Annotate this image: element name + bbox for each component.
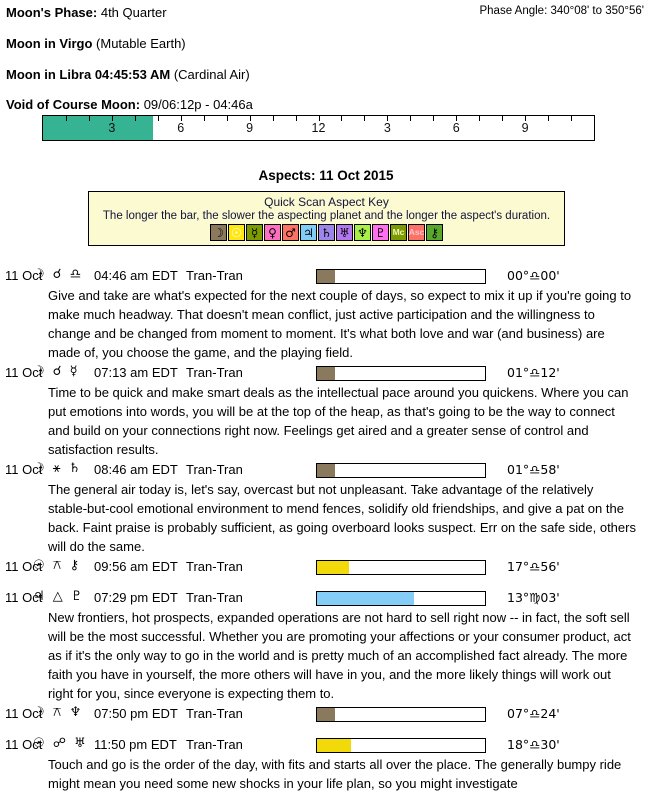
aspect-duration-bar bbox=[316, 269, 486, 284]
aspect-row bbox=[0, 590, 652, 703]
aspect-type: Tran-Tran bbox=[186, 268, 243, 283]
aspect-interpretation: Time to be quick and make smart deals as the intellectual pace around you quickens. Where you can put emotions into words, you will be at the top of the heap, as that's going to be the way to connect and build on your connections right now. Feelings get aired and a greater sense of control and satisfaction results. bbox=[48, 385, 629, 457]
aspect-glyphs: ♃ △ ♇ bbox=[33, 589, 85, 604]
neptune-icon: ♆ bbox=[354, 224, 371, 241]
moon-sign-1-label: Moon in Virgo bbox=[6, 36, 93, 51]
aspect-degree: 17°♎56' bbox=[507, 559, 560, 574]
aspect-degree: 01°♎58' bbox=[507, 462, 560, 477]
aspect-duration-fill bbox=[317, 561, 349, 574]
aspect-row-header bbox=[0, 559, 652, 577]
hour-tick bbox=[571, 116, 572, 121]
hour-tick-label: 3 bbox=[108, 121, 116, 135]
hour-tick bbox=[341, 116, 342, 121]
aspect-type: Tran-Tran bbox=[186, 462, 243, 477]
aspect-row-header bbox=[0, 590, 652, 608]
void-of-course-label: Void of Course Moon: bbox=[6, 97, 141, 112]
hour-tick bbox=[433, 116, 434, 121]
hour-tick bbox=[502, 116, 503, 121]
aspect-time: 11:50 pm EDT bbox=[94, 737, 177, 752]
aspect-row-header bbox=[0, 268, 652, 286]
sun-icon: ☉ bbox=[228, 224, 245, 241]
hour-tick bbox=[410, 116, 411, 121]
aspect-duration-fill bbox=[317, 367, 335, 380]
phase-angle-label: Phase Angle: bbox=[479, 5, 548, 17]
aspect-duration-fill bbox=[317, 270, 335, 283]
aspect-duration-fill bbox=[317, 464, 335, 477]
hour-tick bbox=[89, 116, 90, 121]
aspect-list bbox=[0, 268, 652, 793]
aspect-duration-bar bbox=[316, 591, 486, 606]
aspect-key-planet-row bbox=[91, 224, 562, 241]
aspect-glyphs: ☽ ☌ ♎ bbox=[33, 267, 84, 282]
aspect-date: 11 Oct bbox=[5, 590, 43, 605]
aspect-duration-bar bbox=[316, 366, 486, 381]
aspect-type: Tran-Tran bbox=[186, 737, 243, 752]
aspect-duration-fill bbox=[317, 592, 414, 605]
aspect-key-subtitle: The longer the bar, the slower the aspecting planet and the longer the aspect's duration. bbox=[102, 210, 551, 222]
lunar-aspects-report bbox=[0, 5, 652, 793]
hour-tick bbox=[158, 116, 159, 121]
hour-tick bbox=[227, 116, 228, 121]
quick-scan-aspect-key bbox=[88, 191, 565, 246]
aspect-degree: 13°♍03' bbox=[507, 590, 560, 605]
chiron-icon: ⚷ bbox=[426, 224, 443, 241]
aspect-duration-fill bbox=[317, 739, 351, 752]
aspects-title: Aspects: 11 Oct 2015 bbox=[258, 168, 394, 183]
aspect-time: 07:29 pm EDT bbox=[94, 590, 178, 605]
aspect-interpretation: The general air today is, let's say, overcast but not unpleasant. Take advantage of the relatively stable-but-cool emotional environment to mend fences, solidify old friendships, and give a pat on the back. Faint praise is probably sufficient, as going overboard looks suspect. Err on the safe side, others will do the same. bbox=[48, 482, 636, 554]
midheaven-icon: Mc bbox=[390, 224, 407, 241]
aspect-time: 08:46 am EDT bbox=[94, 462, 178, 477]
aspect-time: 09:56 am EDT bbox=[94, 559, 178, 574]
aspect-glyphs: ☽ ⚻ ♆ bbox=[33, 705, 84, 720]
aspect-date: 11 Oct bbox=[5, 706, 43, 721]
aspect-row bbox=[0, 559, 652, 577]
aspect-type: Tran-Tran bbox=[186, 365, 243, 380]
moon-sign-2-label: Moon in Libra 04:45:53 AM bbox=[6, 67, 171, 82]
aspect-glyphs: ☉ ⚻ ⚷ bbox=[33, 558, 82, 573]
aspect-glyphs: ☽ ☌ ☿ bbox=[33, 364, 80, 379]
aspect-degree: 01°♎12' bbox=[507, 365, 560, 380]
moon-sign-line-1 bbox=[6, 36, 652, 52]
aspect-row bbox=[0, 365, 652, 459]
aspect-type: Tran-Tran bbox=[186, 590, 243, 605]
aspect-type: Tran-Tran bbox=[186, 706, 243, 721]
void-of-course-line bbox=[6, 97, 652, 113]
aspect-row-header bbox=[0, 737, 652, 755]
aspect-time: 07:13 am EDT bbox=[94, 365, 178, 380]
aspect-row bbox=[0, 268, 652, 362]
hour-tick bbox=[135, 116, 136, 121]
uranus-icon: ♅ bbox=[336, 224, 353, 241]
aspect-row bbox=[0, 462, 652, 556]
aspect-time: 07:50 pm EDT bbox=[94, 706, 178, 721]
aspect-row-header bbox=[0, 365, 652, 383]
moon-sign-line-2 bbox=[6, 67, 652, 83]
aspect-degree: 00°♎00' bbox=[507, 268, 560, 283]
aspect-duration-fill bbox=[317, 708, 335, 721]
hour-tick bbox=[364, 116, 365, 121]
void-of-course-value: 09/06:12p - 04:46a bbox=[143, 97, 253, 112]
pluto-icon: ♇ bbox=[372, 224, 389, 241]
hour-tick bbox=[204, 116, 205, 121]
aspect-date: 11 Oct bbox=[5, 462, 43, 477]
moon-icon: ☽ bbox=[210, 224, 227, 241]
aspect-duration-bar bbox=[316, 560, 486, 575]
void-of-course-timeline bbox=[42, 115, 595, 141]
moon-sign-2-value: (Cardinal Air) bbox=[173, 67, 250, 82]
aspect-glyphs: ☽ ⚹ ♄ bbox=[33, 461, 83, 476]
mercury-icon: ☿ bbox=[246, 224, 263, 241]
aspect-interpretation: Touch and go is the order of the day, with fits and starts all over the place. The generally bumpy ride might mean you need some new shocks in your life plan, so you might investigate bbox=[48, 757, 622, 791]
aspect-date: 11 Oct bbox=[5, 559, 43, 574]
aspect-degree: 07°♎24' bbox=[507, 706, 560, 721]
aspect-row bbox=[0, 706, 652, 724]
aspect-duration-bar bbox=[316, 707, 486, 722]
jupiter-icon: ♃ bbox=[300, 224, 317, 241]
aspect-date: 11 Oct bbox=[5, 268, 43, 283]
aspect-type: Tran-Tran bbox=[186, 559, 243, 574]
aspect-row-header bbox=[0, 706, 652, 724]
aspect-date: 11 Oct bbox=[5, 365, 43, 380]
moons-phase-label: Moon's Phase: bbox=[6, 5, 98, 20]
hour-tick bbox=[479, 116, 480, 121]
aspect-duration-bar bbox=[316, 463, 486, 478]
hour-tick-label: 3 bbox=[383, 121, 391, 135]
hour-tick-label: 9 bbox=[521, 121, 529, 135]
hour-tick bbox=[273, 116, 274, 121]
void-of-course-fill bbox=[43, 116, 153, 140]
aspect-glyphs: ☉ ☍ ♅ bbox=[33, 736, 88, 751]
moon-sign-1-value: (Mutable Earth) bbox=[96, 36, 186, 51]
phase-angle-value: 340°08' to 350°56' bbox=[550, 5, 644, 17]
hour-tick-label: 12 bbox=[311, 121, 326, 135]
phase-angle bbox=[479, 5, 644, 17]
hour-tick bbox=[548, 116, 549, 121]
aspect-date: 11 Oct bbox=[5, 737, 43, 752]
hour-tick bbox=[296, 116, 297, 121]
venus-icon: ♀ bbox=[264, 224, 281, 241]
hour-tick-label: 6 bbox=[177, 121, 185, 135]
aspect-duration-bar bbox=[316, 738, 486, 753]
saturn-icon: ♄ bbox=[318, 224, 335, 241]
hour-tick-label: 9 bbox=[246, 121, 254, 135]
moons-phase-line bbox=[6, 5, 652, 21]
aspect-interpretation: Give and take are what's expected for the next couple of days, so expect to mix it up if you're going to make much headway. That doesn't mean conflict, just active participation and the willingness to change and be changed from moment to moment. It's what both love and war (and business) are made of, you choose the game, and the playing field. bbox=[48, 288, 632, 360]
aspect-interpretation: New frontiers, hot prospects, expanded operations are not hard to sell right now -- in fact, the soft sell will be the most successful. Whether you are promoting your affections or your consumer product, act as if it's the only way to go in the world and is pretty much of an accomplished fact already. The more faith you have in yourself, the more others will have in you, and the more likely things will work out right for you, since everyone is expecting them to. bbox=[48, 610, 631, 701]
aspect-degree: 18°♎30' bbox=[507, 737, 560, 752]
ascendant-icon: Asc bbox=[408, 224, 425, 241]
aspect-time: 04:46 am EDT bbox=[94, 268, 178, 283]
aspect-key-title: Quick Scan Aspect Key bbox=[264, 195, 389, 209]
aspect-row-header bbox=[0, 462, 652, 480]
aspect-row bbox=[0, 737, 652, 793]
moons-phase-value: 4th Quarter bbox=[100, 5, 167, 20]
hour-tick bbox=[66, 116, 67, 121]
hour-tick-label: 6 bbox=[452, 121, 460, 135]
mars-icon: ♂ bbox=[282, 224, 299, 241]
